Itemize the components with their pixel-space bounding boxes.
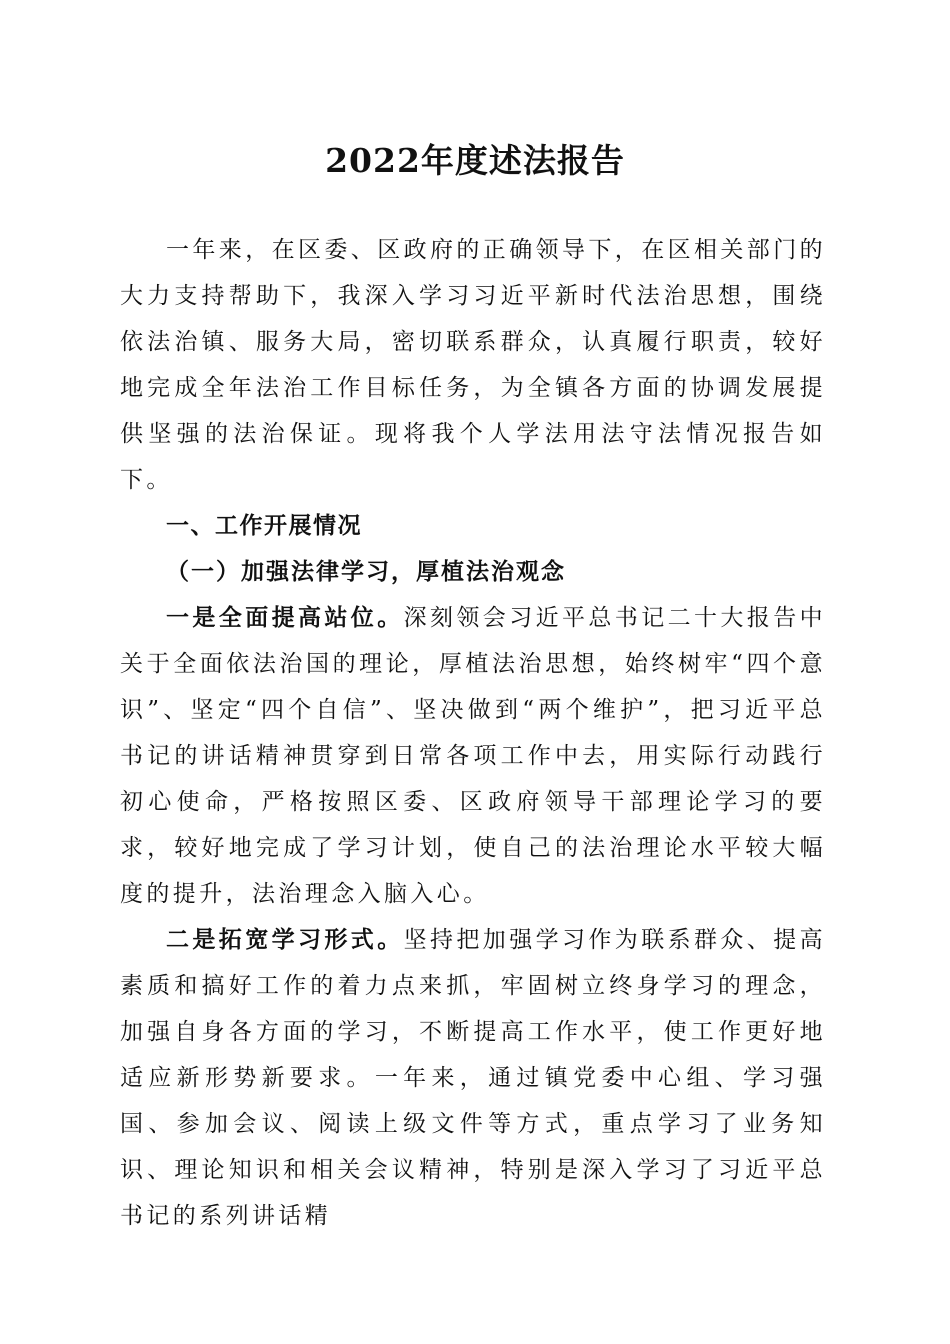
paragraph-2 <box>120 917 826 1239</box>
document-body <box>120 227 826 1239</box>
paragraph-2-lead: 二是拓宽学习形式。 <box>166 926 404 953</box>
intro-paragraph: 一年来，在区委、区政府的正确领导下，在区相关部门的大力支持帮助下，我深入学习习近平新时代法治思想，围绕依法治镇、服务大局，密切联系群众，认真履行职责，较好地完成全年法治工作目标任务，为全镇各方面的协调发展提供坚强的法治保证。现将我个人学法用法守法情况报告如下。 <box>120 237 826 493</box>
subsection-heading: （一）加强法律学习，厚植法治观念 <box>166 558 566 585</box>
document-title: 2022年度述法报告 <box>325 141 625 180</box>
section-heading: 一、工作开展情况 <box>166 513 362 539</box>
paragraph-1 <box>120 595 826 917</box>
paragraph-1-lead: 一是全面提高站位。 <box>166 604 404 631</box>
paragraph-2-text: 坚持把加强学习作为联系群众、提高素质和搞好工作的着力点来抓，牢固树立终身学习的理念，加强自身各方面的学习，不断提高工作水平，使工作更好地适应新形势新要求。一年来，通过镇党委中心组、学习强国、参加会议、阅读上级文件等方式，重点学习了业务知识、理论知识和相关会议精神，特别是深入学习了习近平总书记的系列讲话精 <box>120 927 827 1229</box>
paragraph-1-text: 深刻领会习近平总书记二十大报告中关于全面依法治国的理论，厚植法治思想，始终树牢“四个意识”、坚定“四个自信”、坚决做到“两个维护”，把习近平总书记的讲话精神贯穿到日常各项工作中去，用实际行动践行初心使命，严格按照区委、区政府领导干部理论学习的要求，较好地完成了学习计划，使自己的法治理论水平较大幅度的提升，法治理念入脑入心。 <box>120 605 827 907</box>
